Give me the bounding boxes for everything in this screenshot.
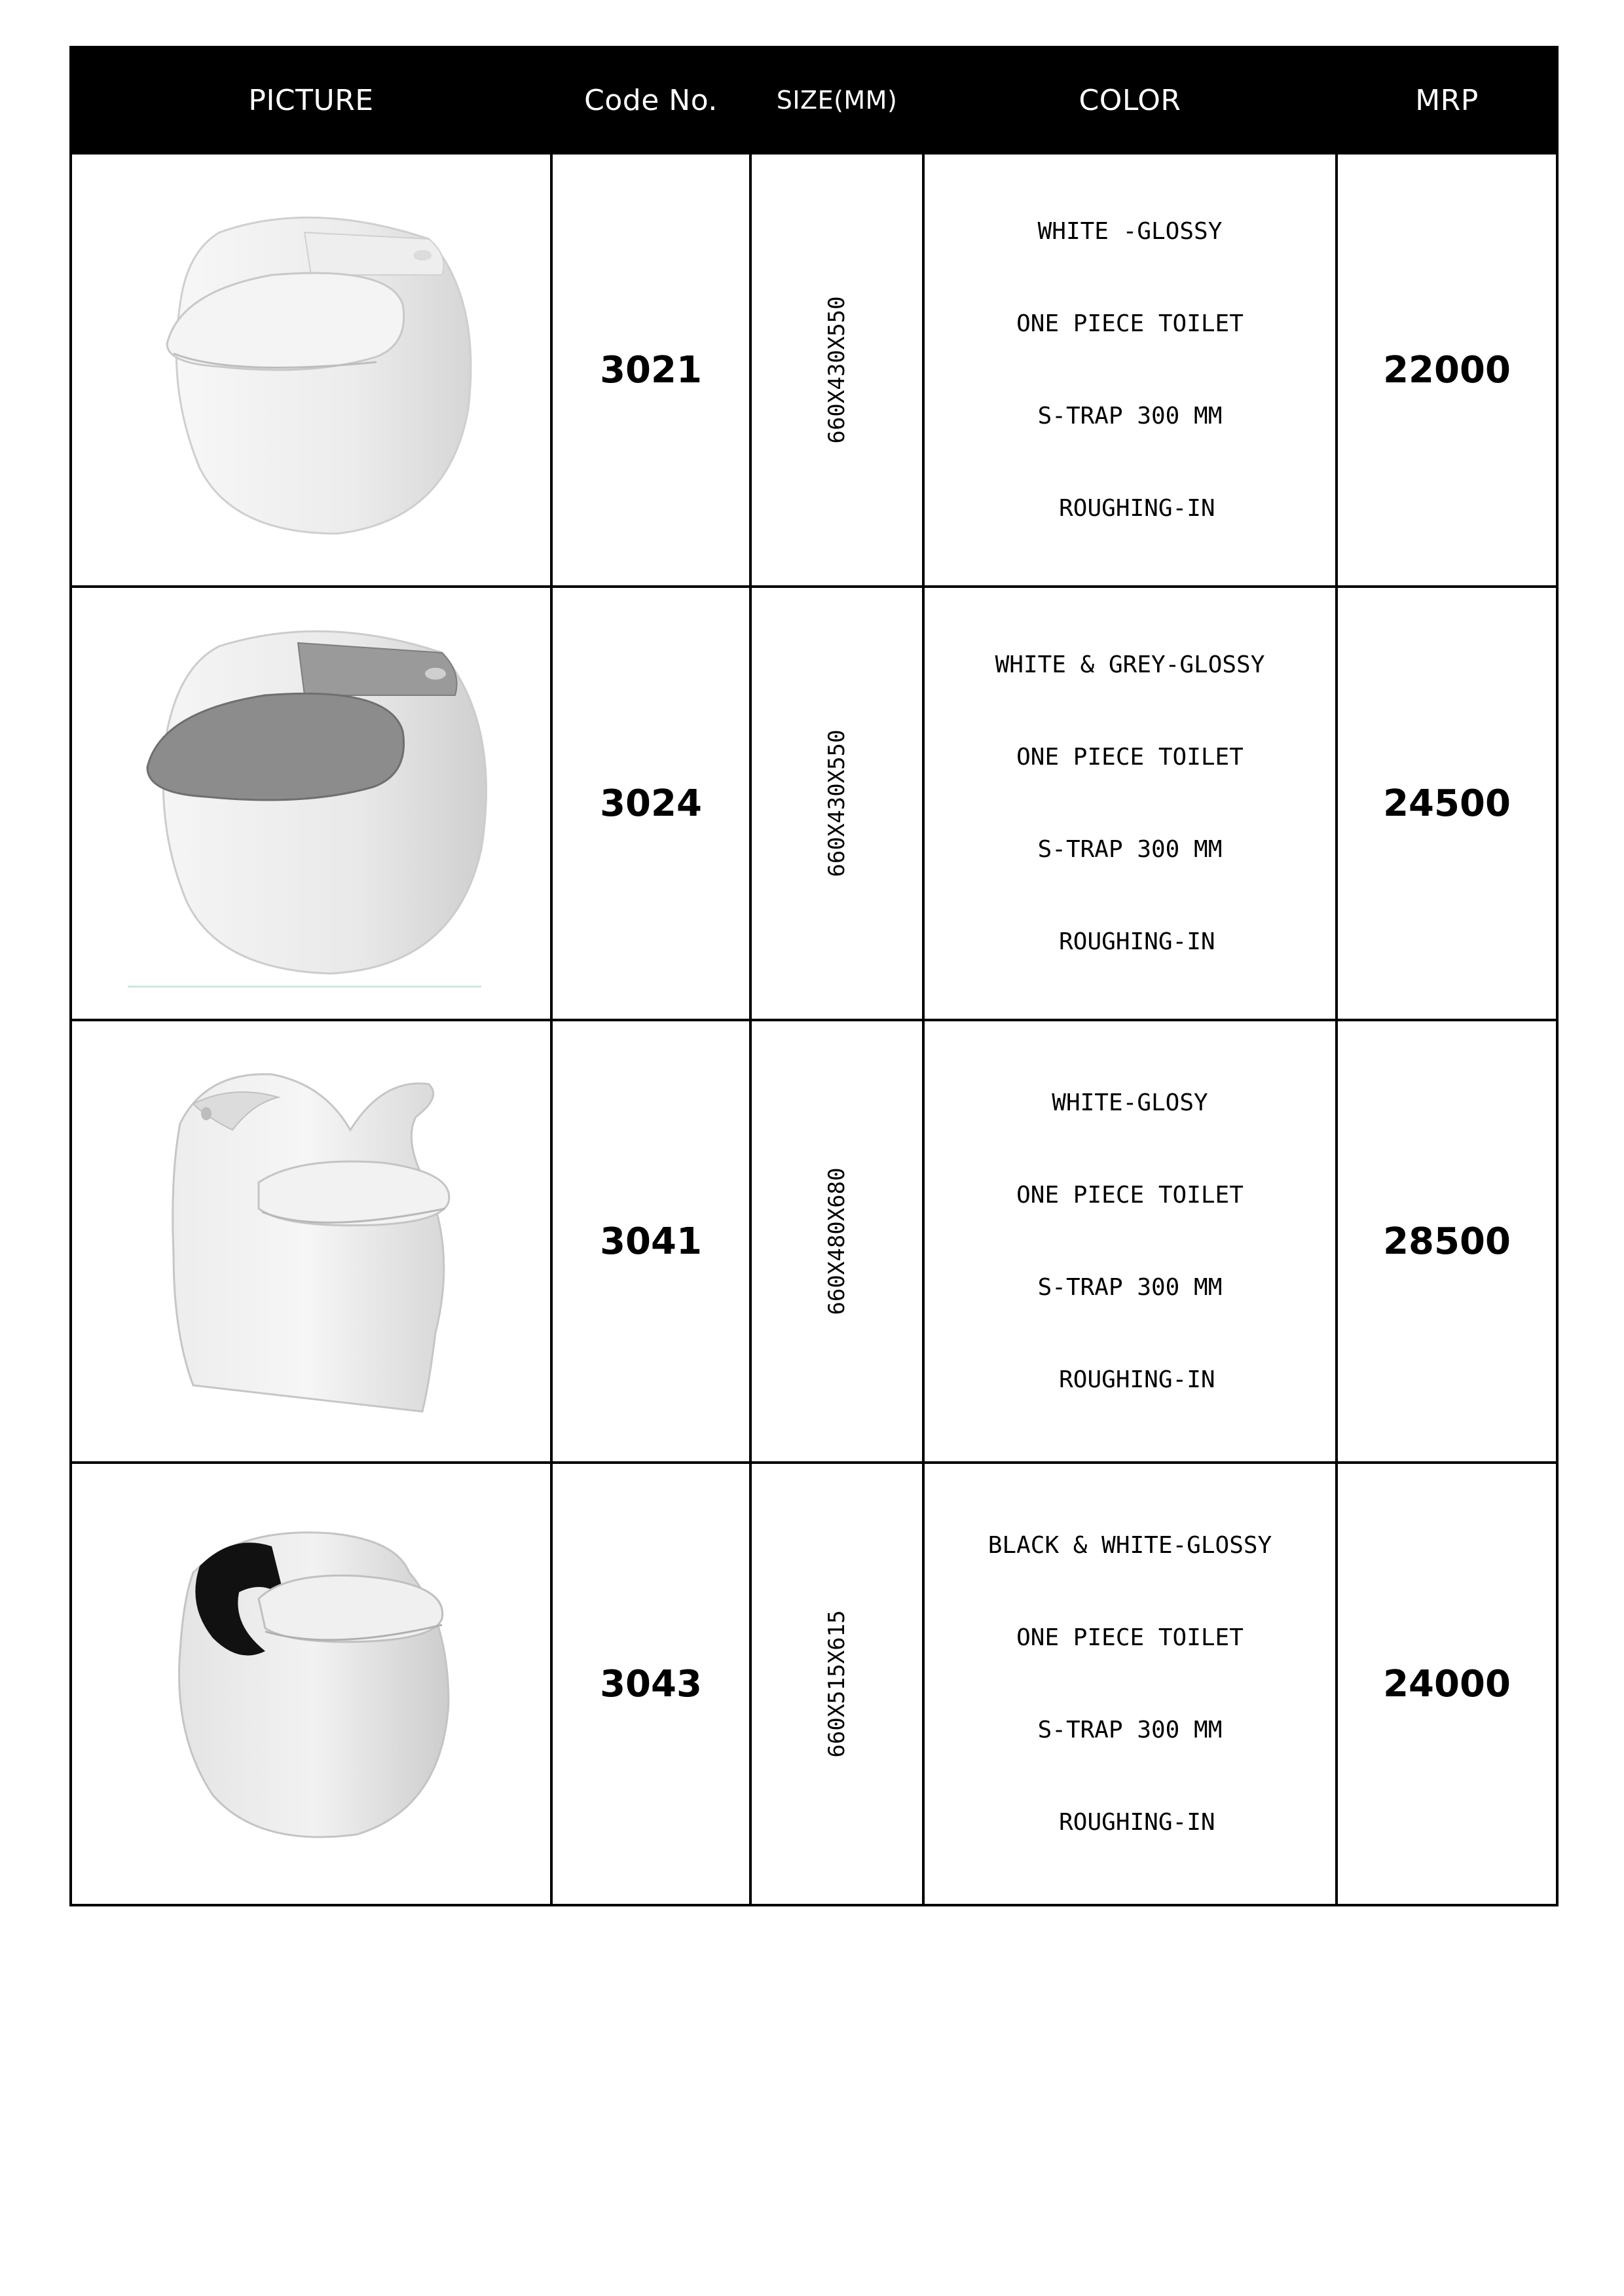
size-cell xyxy=(750,153,923,587)
table-row xyxy=(71,1463,1557,1905)
header-color: COLOR xyxy=(923,47,1337,153)
color-line: WHITE & GREY-GLOSSY xyxy=(995,651,1265,678)
mrp-cell: 24000 xyxy=(1337,1463,1557,1905)
color-line: S-TRAP 300 MM xyxy=(1037,1717,1223,1743)
table-row xyxy=(71,1020,1557,1463)
code-cell: 3043 xyxy=(551,1463,750,1905)
color-line: ONE PIECE TOILET xyxy=(1016,1624,1244,1651)
code-cell: 3021 xyxy=(551,153,750,587)
color-line: BLACK & WHITE-GLOSSY xyxy=(987,1532,1272,1559)
size-text: 660X430X550 xyxy=(824,729,850,877)
size-text: 660X430X550 xyxy=(824,296,850,444)
white-egg-toilet-grey-seat-icon xyxy=(115,613,507,993)
color-line: ROUGHING-IN xyxy=(1044,928,1215,955)
size-text: 660X515X615 xyxy=(824,1610,850,1758)
header-row xyxy=(71,47,1557,153)
table-row xyxy=(71,587,1557,1020)
color-line: ONE PIECE TOILET xyxy=(1016,744,1244,771)
size-text: 660X480X680 xyxy=(824,1167,850,1315)
color-line: ONE PIECE TOILET xyxy=(1016,1182,1244,1209)
color-line: ROUGHING-IN xyxy=(1044,1809,1215,1836)
color-cell xyxy=(923,1463,1337,1905)
mrp-cell: 22000 xyxy=(1337,153,1557,587)
color-line: S-TRAP 300 MM xyxy=(1037,836,1223,863)
color-line: ROUGHING-IN xyxy=(1044,1366,1215,1393)
color-cell xyxy=(923,587,1337,1020)
color-line: S-TRAP 300 MM xyxy=(1037,1274,1223,1301)
picture-cell xyxy=(71,1020,551,1463)
header-size: SIZE(MM) xyxy=(750,47,923,153)
color-line: ONE PIECE TOILET xyxy=(1016,310,1244,337)
header-picture: PICTURE xyxy=(71,47,551,153)
code-cell: 3041 xyxy=(551,1020,750,1463)
color-line: ROUGHING-IN xyxy=(1044,495,1215,522)
picture-cell xyxy=(71,153,551,587)
picture-cell xyxy=(71,1463,551,1905)
white-egg-toilet-white-seat-icon xyxy=(141,193,481,547)
header-mrp: MRP xyxy=(1337,47,1557,153)
color-line: WHITE -GLOSSY xyxy=(1037,218,1223,245)
product-price-table xyxy=(69,46,1559,1906)
size-cell xyxy=(750,1020,923,1463)
color-cell xyxy=(923,153,1337,587)
table-row xyxy=(71,153,1557,587)
white-whale-toilet-icon xyxy=(154,1058,468,1425)
code-cell: 3024 xyxy=(551,587,750,1020)
picture-cell xyxy=(71,587,551,1020)
header-code: Code No. xyxy=(551,47,750,153)
color-line: S-TRAP 300 MM xyxy=(1037,403,1223,429)
black-white-swan-toilet-icon xyxy=(160,1520,462,1848)
mrp-cell: 28500 xyxy=(1337,1020,1557,1463)
color-line: WHITE-GLOSY xyxy=(1052,1089,1208,1116)
size-cell xyxy=(750,1463,923,1905)
mrp-cell: 24500 xyxy=(1337,587,1557,1020)
color-cell xyxy=(923,1020,1337,1463)
size-cell xyxy=(750,587,923,1020)
